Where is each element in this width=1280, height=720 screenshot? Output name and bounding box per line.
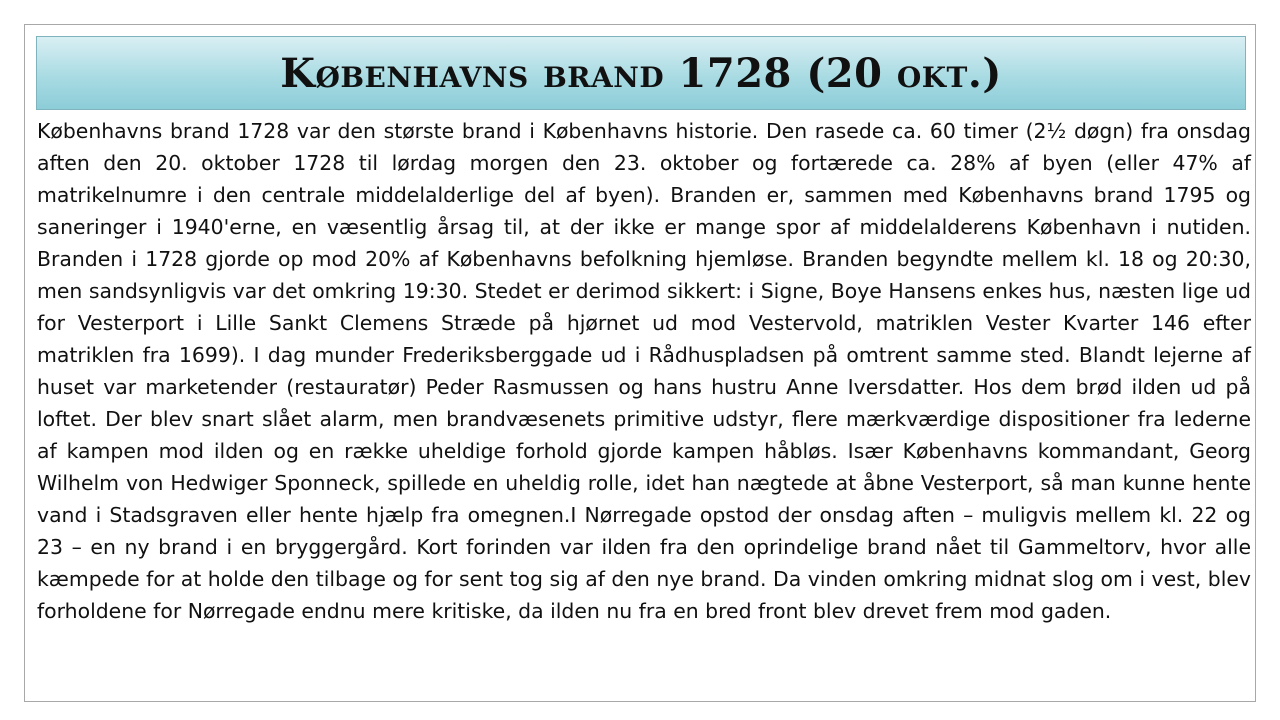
slide-title: Københavns brand 1728 (20 okt.)	[280, 49, 1002, 97]
title-banner	[36, 36, 1246, 110]
slide-frame	[24, 24, 1256, 702]
body-paragraph: Københavns brand 1728 var den største brand i Københavns historie. Den rasede ca. 60 timer (2½ døgn) fra onsdag aften den 20. oktober 1728 til lørdag morgen den 23. oktober og fortærede ca. 28% af byen (eller 47% af matrikelnumre i den centrale middelalderlige del af byen). Branden er, sammen med Københavns brand 1795 og saneringer i 1940'erne, en væsentlig årsag til, at der ikke er mange spor af middelalderens København i nutiden. Branden i 1728 gjorde op mod 20% af Københavns befolkning hjemløse. Branden begyndte mellem kl. 18 og 20:30, men sandsynligvis var det omkring 19:30. Stedet er derimod sikkert: i Signe, Boye Hansens enkes hus, næsten lige ud for Vesterport i Lille Sankt Clemens Stræde på hjørnet ud mod Vestervold, matriklen Vester Kvarter 146 efter matriklen fra 1699). I dag munder Frederiksberggade ud i Rådhuspladsen på omtrent samme sted. Blandt lejerne af huset var marketender (restauratør) Peder Rasmussen og hans hustru Anne Iversdatter. Hos dem brød ilden ud på loftet. Der blev snart slået alarm, men brandvæsenets primitive udstyr, flere mærkværdige dispositioner fra lederne af kampen mod ilden og en række uheldige forhold gjorde kampen håbløs. Især Københavns kommandant, Georg Wilhelm von Hedwiger Sponneck, spillede en uheldig rolle, idet han nægtede at åbne Vesterport, så man kunne hente vand i Stadsgraven eller hente hjælp fra omegnen.I Nørregade opstod der onsdag aften – muligvis mellem kl. 22 og 23 – en ny brand i en bryggergård. Kort forinden var ilden fra den oprindelige brand nået til Gammeltorv, hvor alle kæmpede for at holde den tilbage og for sent tog sig af den nye brand. Da vinden omkring midnat slog om i vest, blev forholdene for Nørregade endnu mere kritiske, da ilden nu fra en bred front blev drevet frem mod gaden.	[37, 119, 1251, 623]
